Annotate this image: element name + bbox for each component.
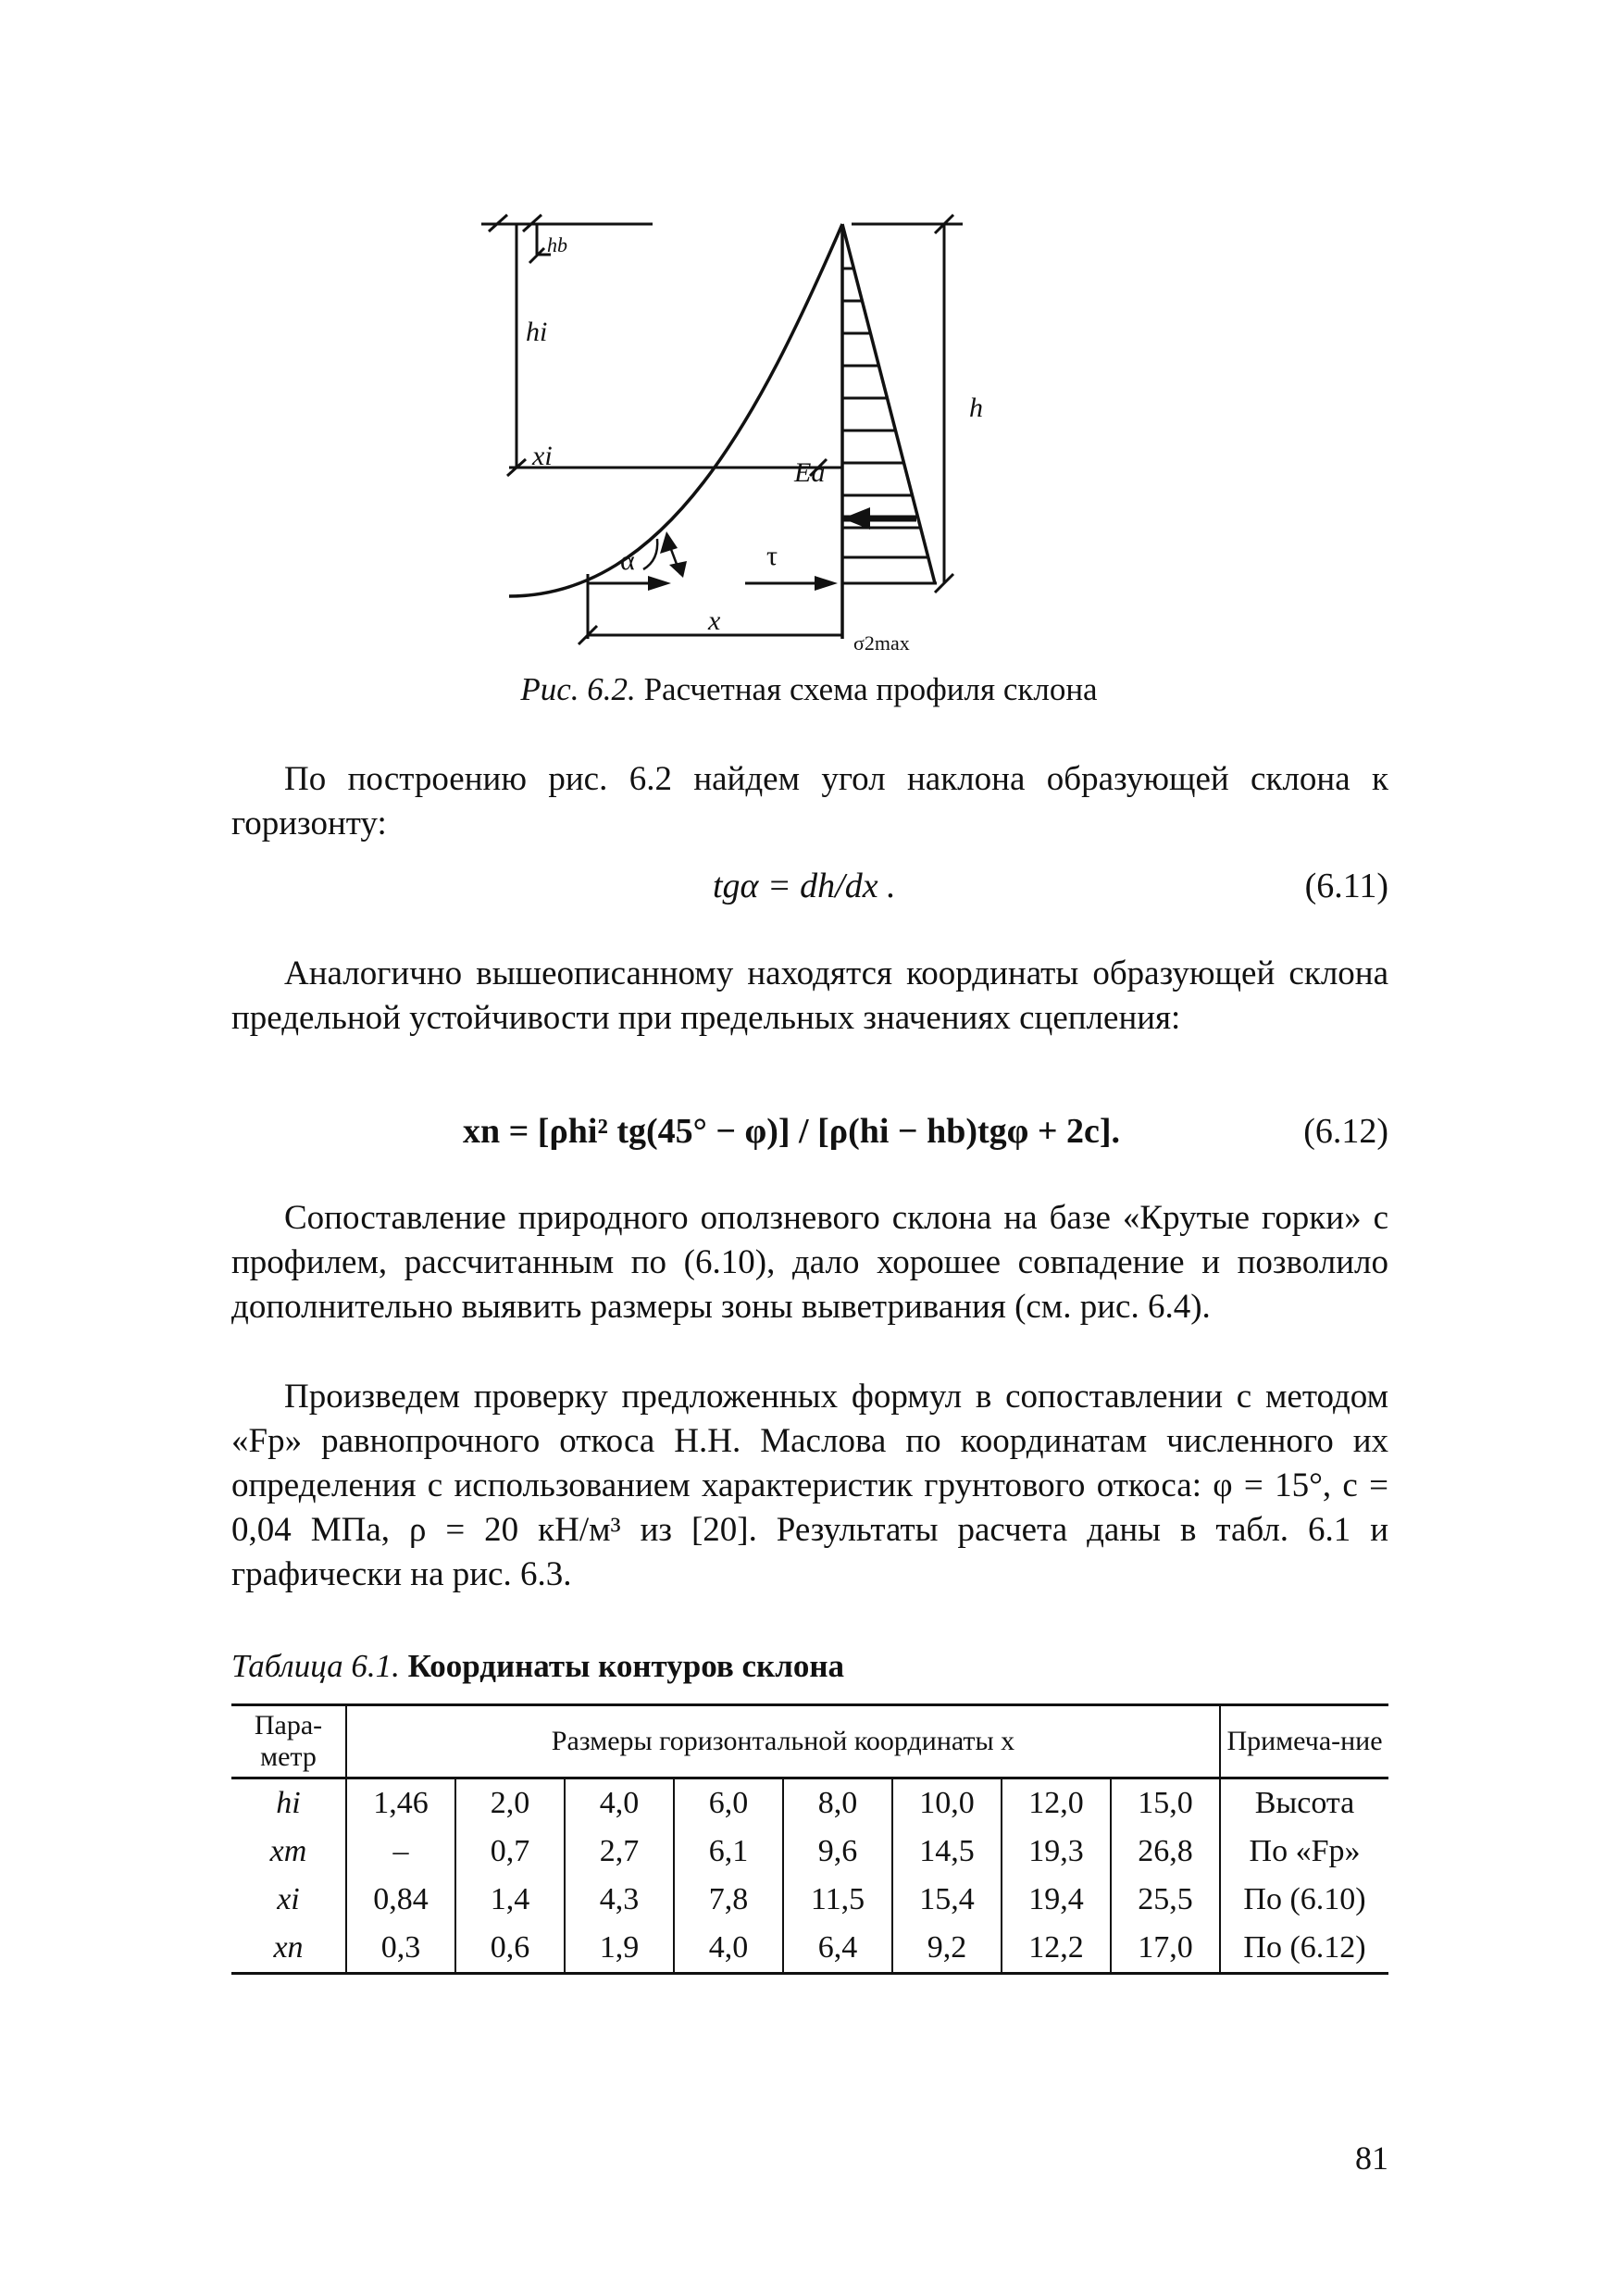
tau-arrow-head-2 (815, 576, 838, 591)
table-cell: 6,0 (674, 1778, 783, 1828)
table-cell: – (346, 1828, 455, 1876)
table-header-row (231, 1705, 1388, 1778)
formula-6-12 (231, 1111, 1388, 1157)
table-cell: 4,0 (565, 1778, 674, 1828)
row-note: По (6.10) (1220, 1876, 1388, 1924)
row-param: xi (231, 1876, 346, 1924)
table-cell: 19,3 (1002, 1828, 1111, 1876)
formula-6-12-body: xn = [ρhi² tg(45° − φ)] / [ρ(hi − hb)tgφ + 2c]. (463, 1112, 1121, 1151)
row-note: По (6.12) (1220, 1924, 1388, 1974)
table-cell: 15,4 (892, 1876, 1002, 1924)
page-number: 81 (1355, 2140, 1388, 2177)
table-cell: 11,5 (783, 1876, 892, 1924)
paragraph-2: Аналогично вышеописанному находятся координаты образующей склона предельной устойчивости при предельных значениях сцепления: (231, 955, 1388, 1037)
paragraph-4: Произведем проверку предложенных формул в сопоставлении с методом «Fp» равнопрочного откоса Н.Н. Маслова по координатам численного их определения с использованием характеристик грунтового откоса: φ = 15°, c = 0,04 МПа, ρ = 20 кН/м³ из [20]. Результаты расчета даны в табл. 6.1 и графически на рис. 6.3. (231, 1378, 1388, 1593)
row-param: hi (231, 1778, 346, 1828)
table-cell: 26,8 (1111, 1828, 1220, 1876)
table-cell: 12,0 (1002, 1778, 1111, 1828)
table-cell: 9,6 (783, 1828, 892, 1876)
label-tau: τ (766, 541, 778, 571)
table-title-number: Таблица 6.1. (231, 1648, 400, 1684)
table-cell: 6,1 (674, 1828, 783, 1876)
table-cell: 15,0 (1111, 1778, 1220, 1828)
stress-diagram-edge (842, 224, 935, 583)
label-xi: xi (532, 441, 553, 471)
table-cell: 4,3 (565, 1876, 674, 1924)
header-note: Примеча-ние (1220, 1705, 1388, 1778)
row-param: xn (231, 1924, 346, 1974)
table-row (231, 1876, 1388, 1924)
figure-caption-text: Расчетная схема профиля склона (635, 671, 1098, 707)
table-title-text: Координаты контуров склона (399, 1648, 845, 1684)
table-cell: 19,4 (1002, 1876, 1111, 1924)
table-row (231, 1828, 1388, 1876)
formula-6-12-number: (6.12) (1303, 1112, 1388, 1151)
table-title (231, 1648, 844, 1685)
slope-profile-diagram (481, 204, 1037, 667)
table-cell: 0,7 (455, 1828, 565, 1876)
table-cell: 1,46 (346, 1778, 455, 1828)
label-x: x (708, 605, 721, 636)
table-cell: 7,8 (674, 1876, 783, 1924)
table-cell: 0,3 (346, 1924, 455, 1974)
row-param: xm (231, 1828, 346, 1876)
table-cell: 1,9 (565, 1924, 674, 1974)
label-hb: hb (547, 233, 567, 256)
paragraph-1: По построению рис. 6.2 найдем угол наклона образующей склона к горизонту: (231, 760, 1388, 842)
table-cell: 2,7 (565, 1828, 674, 1876)
tau-arrow-head-1 (648, 576, 671, 591)
label-h: h (969, 393, 983, 423)
table-cell: 0,84 (346, 1876, 455, 1924)
label-hi: hi (526, 317, 548, 347)
table-cell: 0,6 (455, 1924, 565, 1974)
table-cell: 6,4 (783, 1924, 892, 1974)
coordinates-table (231, 1703, 1388, 1975)
ea-arrow-head (842, 507, 870, 530)
figure-caption (0, 671, 1618, 708)
row-note: По «Fp» (1220, 1828, 1388, 1876)
table-cell: 4,0 (674, 1924, 783, 1974)
label-alpha: α (620, 545, 635, 576)
table-cell: 12,2 (1002, 1924, 1111, 1974)
formula-6-11-number: (6.11) (1304, 867, 1388, 905)
formula-6-11 (231, 866, 1388, 912)
slope-profile-figure (481, 204, 1037, 667)
header-sizes: Размеры горизонтальной координаты x (346, 1705, 1220, 1778)
row-note: Высота (1220, 1778, 1388, 1828)
table-cell: 1,4 (455, 1876, 565, 1924)
formula-6-11-body: tgα = dh/dx . (713, 867, 896, 905)
table-cell: 2,0 (455, 1778, 565, 1828)
table-cell: 25,5 (1111, 1876, 1220, 1924)
table-cell: 17,0 (1111, 1924, 1220, 1974)
table-cell: 9,2 (892, 1924, 1002, 1974)
figure-caption-number: Рис. 6.2. (520, 671, 636, 707)
table-cell: 10,0 (892, 1778, 1002, 1828)
table-cell: 14,5 (892, 1828, 1002, 1876)
table-cell: 8,0 (783, 1778, 892, 1828)
table-row (231, 1778, 1388, 1828)
paragraph-3: Сопоставление природного оползневого склона на базе «Крутые горки» с профилем, рассчитанным по (6.10), дало хорошее совпадение и позволило дополнительно выявить размеры зоны выветривания (см. рис. 6.4). (231, 1199, 1388, 1326)
label-sigma-2max: σ2max (853, 631, 910, 655)
header-param: Пара-метр (231, 1705, 346, 1778)
table-row (231, 1924, 1388, 1974)
label-ea: Ea (794, 457, 826, 488)
slope-curve (509, 224, 842, 596)
